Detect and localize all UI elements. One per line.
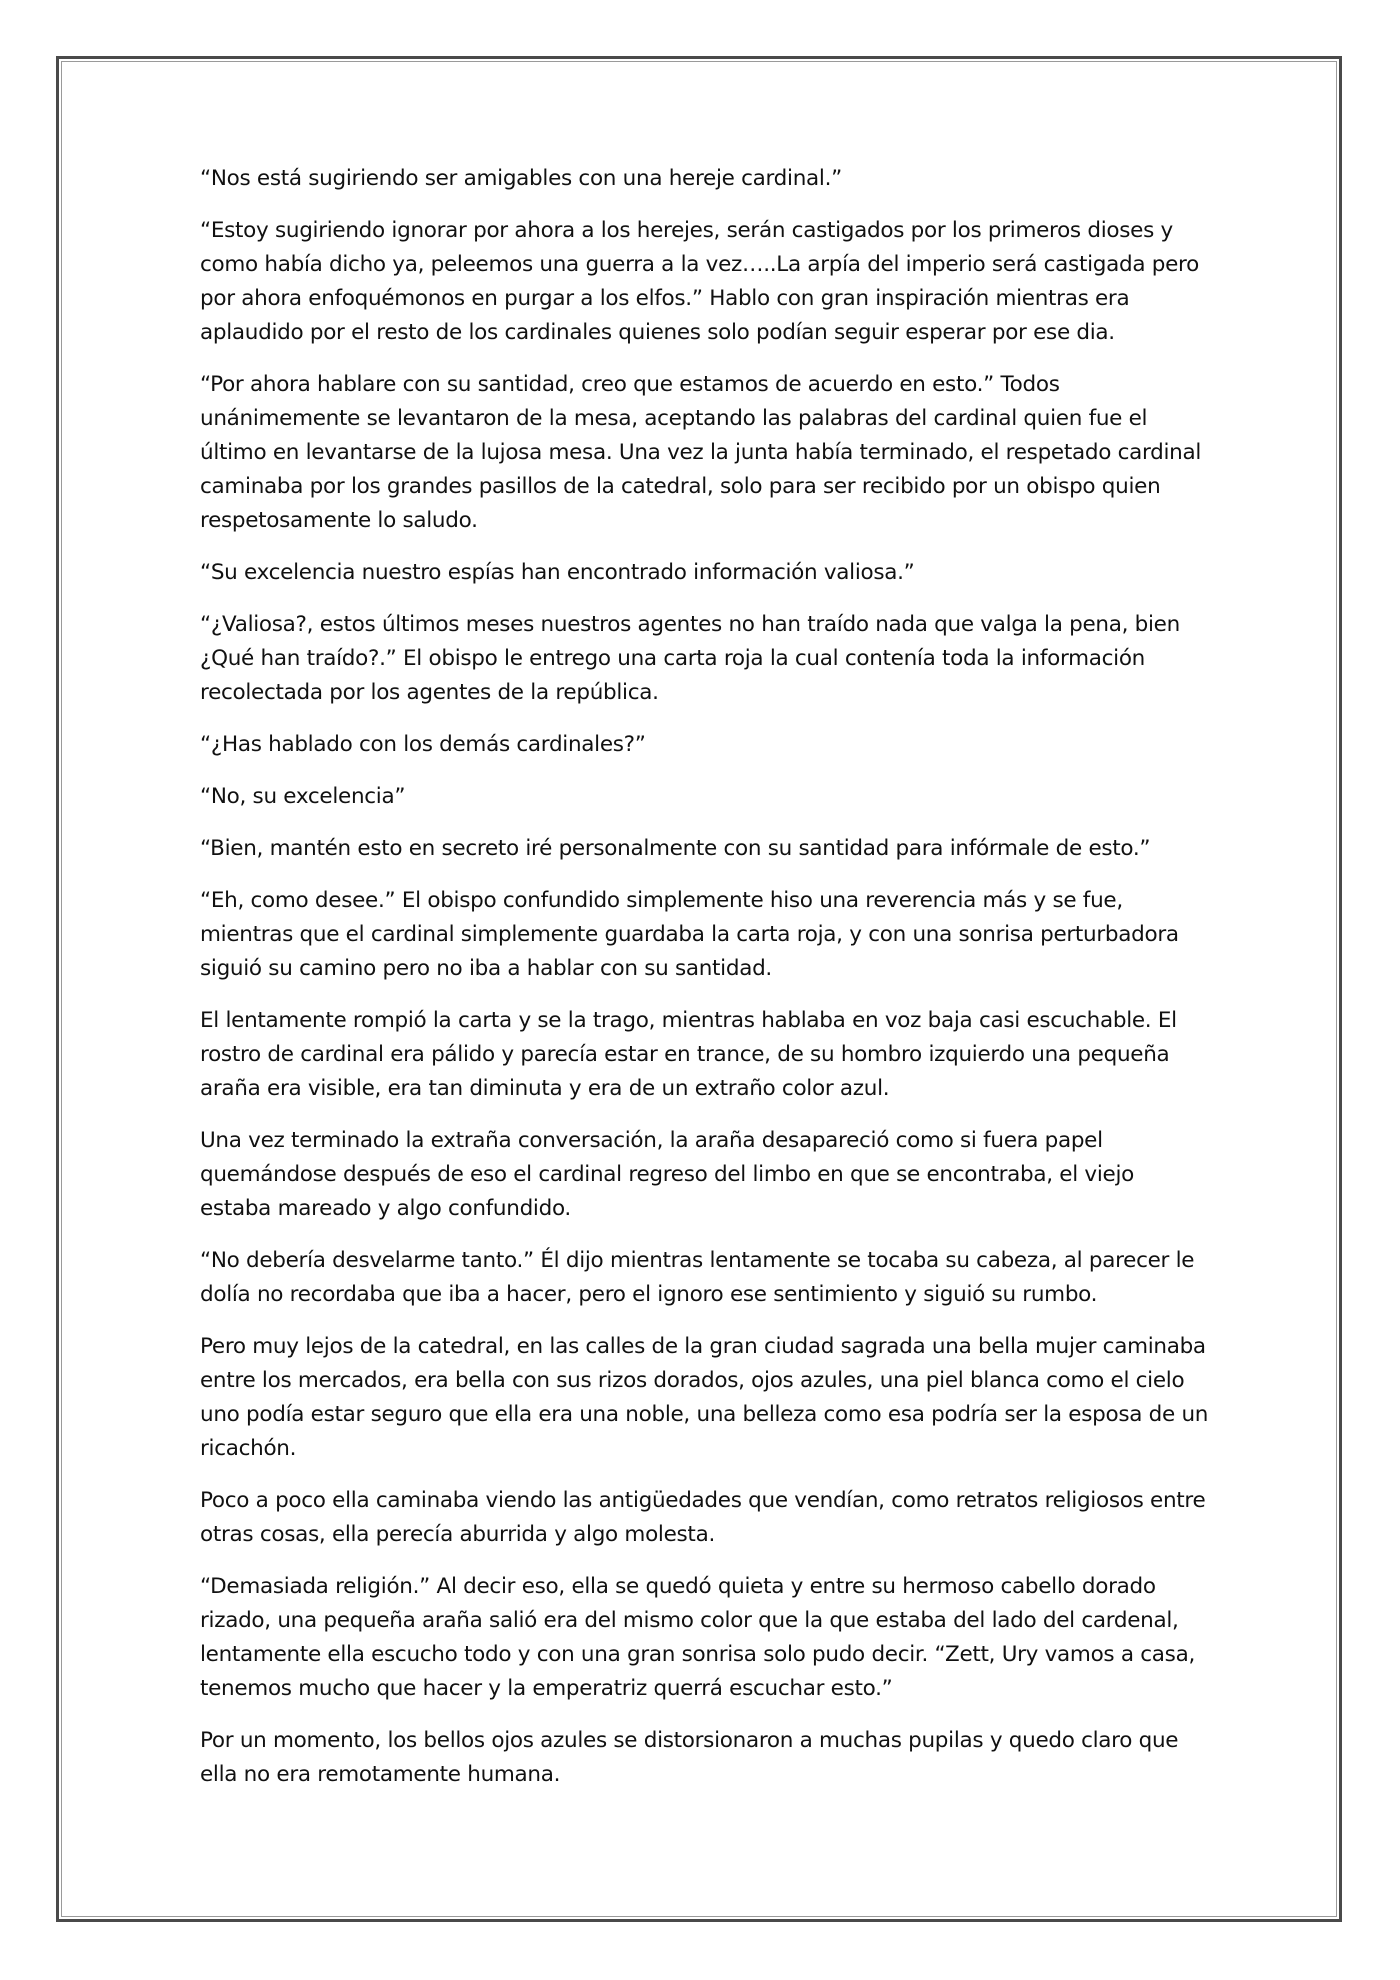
- paragraph: “Demasiada religión.” Al decir eso, ella se quedó quieta y entre su hermoso cabello dorado rizado, una pequeña araña salió era del mismo color que la que estaba del lado del cardenal, lentamente ella escucho todo y con una gran sonrisa solo pudo decir. “Zett, Ury vamos a casa, tenemos mucho que hacer y la emperatriz querrá escuchar esto.”: [200, 1574, 1195, 1701]
- paragraph: “Su excelencia nuestro espías han encontrado información valiosa.”: [200, 560, 915, 585]
- paragraph: “Estoy sugiriendo ignorar por ahora a los herejes, serán castigados por los primeros dioses y como había dicho ya, peleemos una guerra a la vez…..La arpía del imperio será castigada pero por ahora enfoquémonos en purgar a los elfos.” Hablo con gran inspiración mientras era aplaudido por el resto de los cardinales quienes solo podían seguir esperar por ese dia.: [200, 218, 1199, 345]
- paragraph: Poco a poco ella caminaba viendo las antigüedades que vendían, como retratos religiosos entre otras cosas, ella perecía aburrida y algo molesta.: [200, 1488, 1206, 1547]
- paragraph: “Por ahora hablare con su santidad, creo que estamos de acuerdo en esto.” Todos unánimemente se levantaron de la mesa, aceptando las palabras del cardinal quien fue el último en levantarse de la lujosa mesa. Una vez la junta había terminado, el respetado cardinal caminaba por los grandes pasillos de la catedral, solo para ser recibido por un obispo quien respetosamente lo saludo.: [200, 372, 1202, 533]
- paragraph: “¿Valiosa?, estos últimos meses nuestros agentes no han traído nada que valga la pena, bien ¿Qué han traído?.” El obispo le entrego una carta roja la cual contenía toda la información recolectada por los agentes de la república.: [200, 612, 1180, 705]
- paragraph: Pero muy lejos de la catedral, en las calles de la gran ciudad sagrada una bella mujer caminaba entre los mercados, era bella con sus rizos dorados, ojos azules, una piel blanca como el cielo uno podía estar seguro que ella era una noble, una belleza como esa podría ser la esposa de un ricachón.: [200, 1334, 1209, 1461]
- paragraph: “Eh, como desee.” El obispo confundido simplemente hiso una reverencia más y se fue, mientras que el cardinal simplemente guardaba la carta roja, y con una sonrisa perturbadora siguió su camino pero no iba a hablar con su santidad.: [200, 888, 1179, 981]
- paragraph: Por un momento, los bellos ojos azules se distorsionaron a muchas pupilas y quedo claro que ella no era remotamente humana.: [200, 1728, 1179, 1787]
- paragraph: “No, su excelencia”: [200, 784, 406, 809]
- document-body: [200, 162, 1210, 1810]
- paragraph: El lentamente rompió la carta y se la trago, mientras hablaba en voz baja casi escuchable. El rostro de cardinal era pálido y parecía estar en trance, de su hombro izquierdo una pequeña araña era visible, era tan diminuta y era de un extraño color azul.: [200, 1008, 1177, 1101]
- paragraph: “¿Has hablado con los demás cardinales?”: [200, 732, 646, 757]
- paragraph: Una vez terminado la extraña conversación, la araña desapareció como si fuera papel quemándose después de eso el cardinal regreso del limbo en que se encontraba, el viejo estaba mareado y algo confundido.: [200, 1128, 1134, 1221]
- paragraph: “No debería desvelarme tanto.” Él dijo mientras lentamente se tocaba su cabeza, al parecer le dolía no recordaba que iba a hacer, pero el ignoro ese sentimiento y siguió su rumbo.: [200, 1248, 1195, 1307]
- paragraph: “Bien, mantén esto en secreto iré personalmente con su santidad para infórmale de esto.”: [200, 836, 1151, 861]
- paragraph: “Nos está sugiriendo ser amigables con una hereje cardinal.”: [200, 166, 842, 191]
